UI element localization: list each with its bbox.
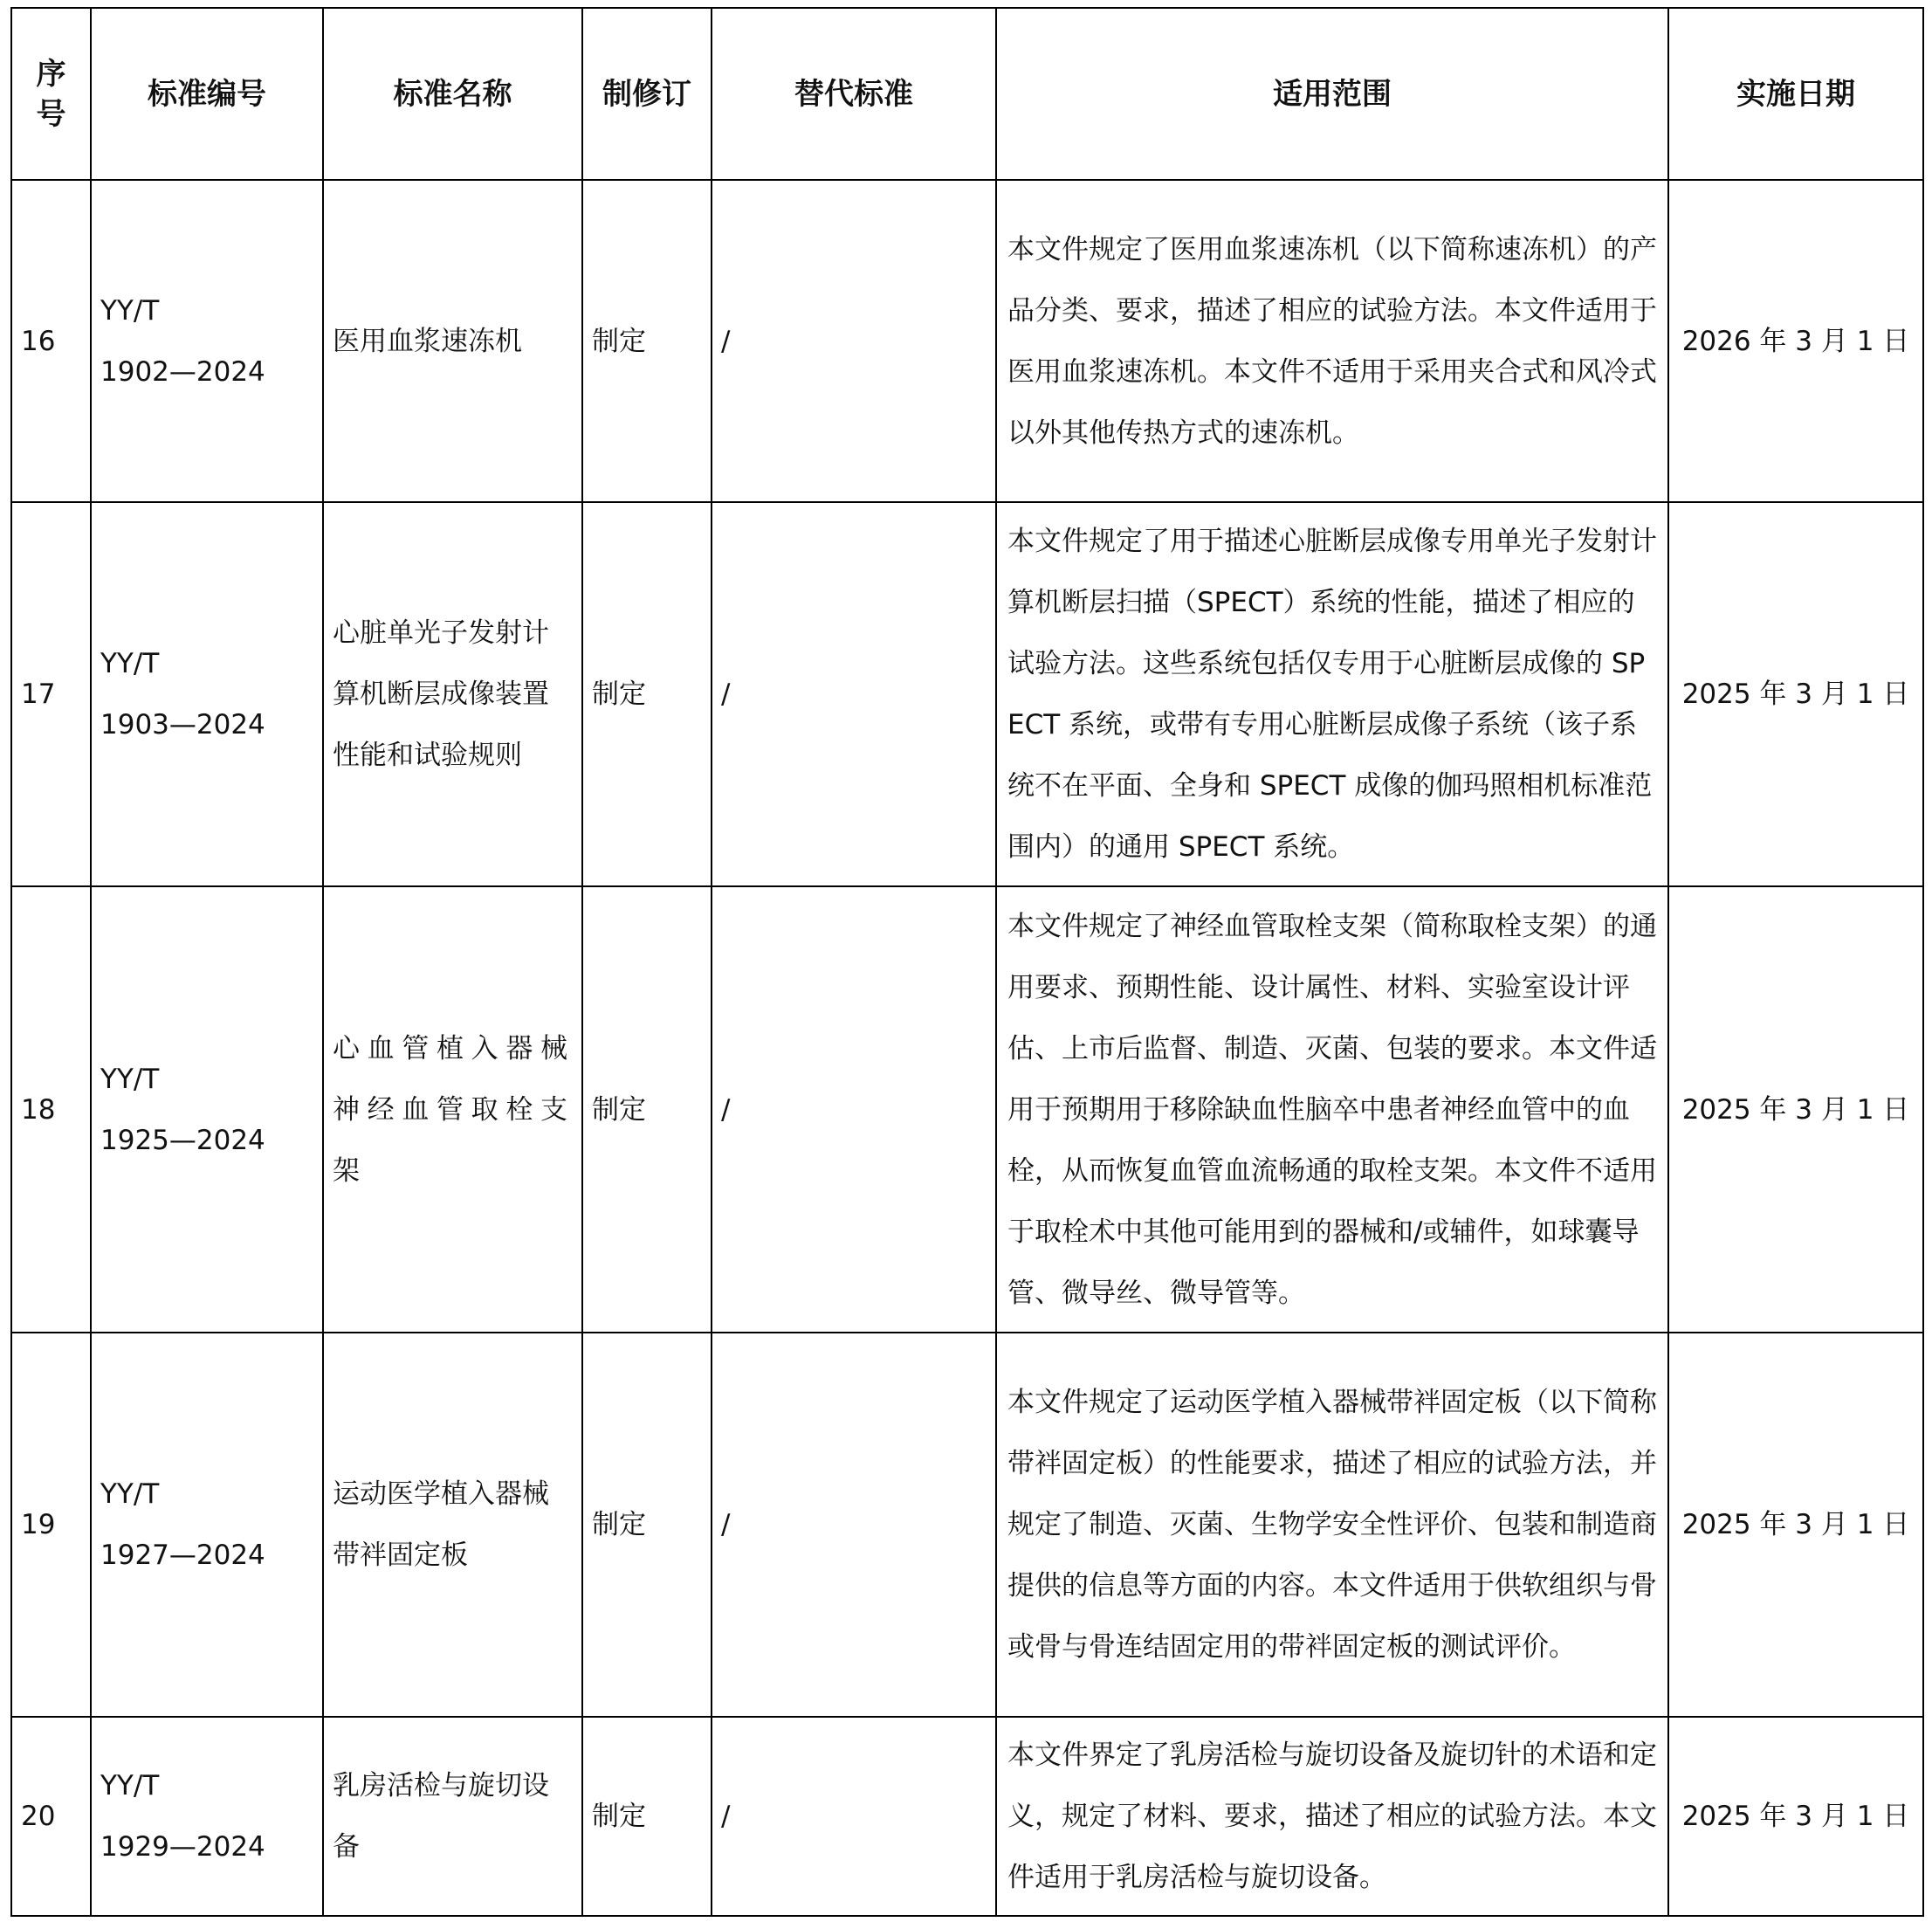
cell-name: 医用血浆速冻机: [323, 180, 582, 502]
cell-seq: 18: [11, 886, 91, 1333]
header-name: 标准名称: [323, 8, 582, 180]
cell-code: YY/T 1925—2024: [91, 886, 323, 1333]
cell-name: 心血管植入器械神经血管取栓支架: [323, 886, 582, 1333]
table-row: [11, 180, 1923, 502]
cell-code: YY/T 1929—2024: [91, 1717, 323, 1916]
cell-name: 心脏单光子发射计算机断层成像装置性能和试验规则: [323, 502, 582, 886]
header-row: [11, 8, 1923, 180]
cell-seq: 17: [11, 502, 91, 886]
cell-replaces: /: [712, 180, 996, 502]
cell-seq: 19: [11, 1333, 91, 1717]
cell-code: YY/T 1902—2024: [91, 180, 323, 502]
cell-replaces: /: [712, 502, 996, 886]
cell-seq: 20: [11, 1717, 91, 1916]
header-seq: 序 号: [11, 8, 91, 180]
header-code: 标准编号: [91, 8, 323, 180]
cell-code: YY/T 1927—2024: [91, 1333, 323, 1717]
cell-name: 乳房活检与旋切设备: [323, 1717, 582, 1916]
table-row: [11, 1333, 1923, 1717]
table-row: [11, 502, 1923, 886]
cell-name: 运动医学植入器械带袢固定板: [323, 1333, 582, 1717]
header-replaces: 替代标准: [712, 8, 996, 180]
table-row: [11, 886, 1923, 1333]
cell-effective: 2025 年 3 月 1 日: [1668, 502, 1923, 886]
cell-seq: 16: [11, 180, 91, 502]
cell-replaces: /: [712, 1717, 996, 1916]
standards-table: [10, 7, 1924, 1917]
table-row: [11, 1717, 1923, 1916]
cell-scope: 本文件规定了神经血管取栓支架（简称取栓支架）的通用要求、预期性能、设计属性、材料、实验室设计评估、上市后监督、制造、灭菌、包装的要求。本文件适用于预期用于移除缺血性脑卒中患者神经血管中的血栓，从而恢复血管血流畅通的取栓支架。本文件不适用于取栓术中其他可能用到的器械和/或辅件，如球囊导管、微导丝、微导管等。: [996, 886, 1668, 1333]
cell-effective: 2025 年 3 月 1 日: [1668, 886, 1923, 1333]
header-effective: 实施日期: [1668, 8, 1923, 180]
cell-effective: 2025 年 3 月 1 日: [1668, 1333, 1923, 1717]
cell-revision: 制定: [582, 886, 712, 1333]
header-revision: 制修订: [582, 8, 712, 180]
cell-scope: 本文件规定了医用血浆速冻机（以下简称速冻机）的产品分类、要求，描述了相应的试验方法。本文件适用于医用血浆速冻机。本文件不适用于采用夹合式和风冷式以外其他传热方式的速冻机。: [996, 180, 1668, 502]
cell-revision: 制定: [582, 1333, 712, 1717]
cell-replaces: /: [712, 1333, 996, 1717]
cell-code: YY/T 1903—2024: [91, 502, 323, 886]
cell-revision: 制定: [582, 180, 712, 502]
cell-scope: 本文件界定了乳房活检与旋切设备及旋切针的术语和定义，规定了材料、要求，描述了相应的试验方法。本文件适用于乳房活检与旋切设备。: [996, 1717, 1668, 1916]
cell-effective: 2025 年 3 月 1 日: [1668, 1717, 1923, 1916]
cell-scope: 本文件规定了运动医学植入器械带袢固定板（以下简称带袢固定板）的性能要求，描述了相应的试验方法，并规定了制造、灭菌、生物学安全性评价、包装和制造商提供的信息等方面的内容。本文件适用于供软组织与骨或骨与骨连结固定用的带袢固定板的测试评价。: [996, 1333, 1668, 1717]
cell-scope: 本文件规定了用于描述心脏断层成像专用单光子发射计算机断层扫描（SPECT）系统的性能，描述了相应的试验方法。这些系统包括仅专用于心脏断层成像的 SPECT 系统，或带有专用心脏断层成像子系统（该子系统不在平面、全身和 SPECT 成像的伽玛照相机标准范围内）的通用 SPECT 系统。: [996, 502, 1668, 886]
cell-replaces: /: [712, 886, 996, 1333]
header-scope: 适用范围: [996, 8, 1668, 180]
cell-revision: 制定: [582, 502, 712, 886]
cell-revision: 制定: [582, 1717, 712, 1916]
cell-effective: 2026 年 3 月 1 日: [1668, 180, 1923, 502]
